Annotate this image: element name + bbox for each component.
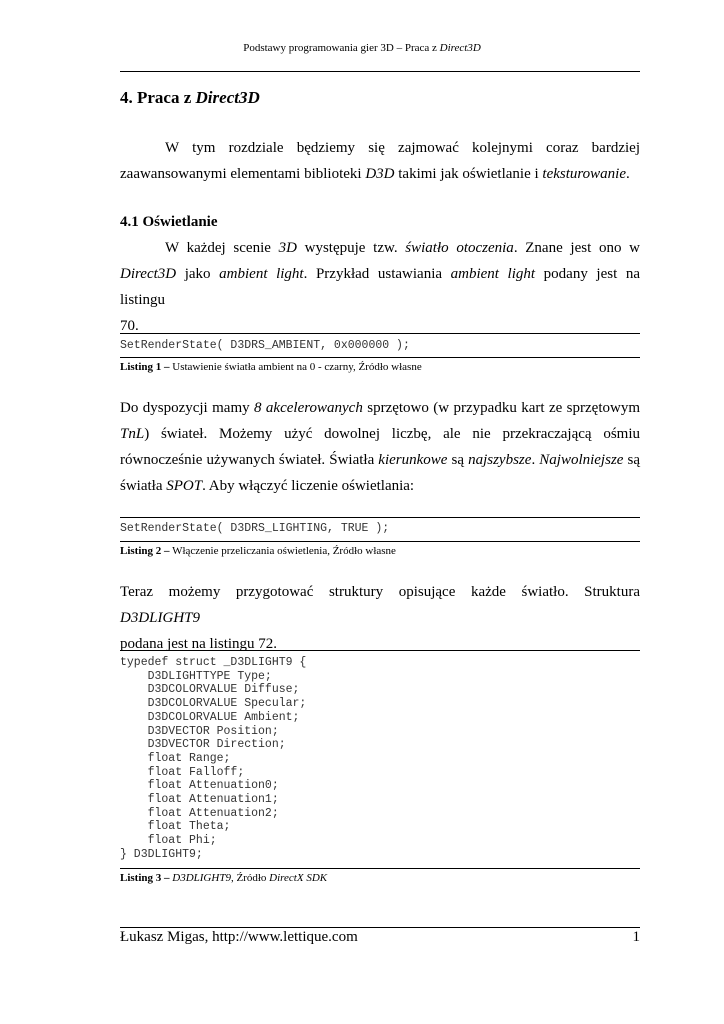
footer-author: Łukasz Migas, http://www.lettique.com: [120, 929, 358, 945]
listing3-caption-source: , Źródło: [230, 872, 270, 884]
intro-text-b: D3D: [365, 166, 395, 182]
listing2-top-rule: [120, 517, 640, 518]
p2-n: SPOT: [166, 478, 203, 494]
p2-f: równocześnie używanych świateł. Światła: [120, 452, 379, 468]
intro-line-2: [120, 161, 640, 187]
footer-rule: [120, 927, 640, 928]
p2-e: ) świateł. Możemy użyć dowolnej liczbę, ale nie przekraczającą ośmiu: [144, 426, 640, 442]
p1-d: światło otoczenia: [405, 240, 514, 256]
p2-g: kierunkowe: [378, 452, 448, 468]
intro-line-1: W tym rozdziale będziemy się zajmować kolejnymi coraz bardziej: [165, 140, 640, 156]
listing3-top-rule: [120, 650, 640, 651]
para-lighting: [120, 235, 640, 339]
listing2-caption: [120, 545, 396, 557]
section-title: [120, 88, 260, 108]
listing2-code: SetRenderState( D3DRS_LIGHTING, TRUE );: [120, 522, 390, 535]
section-title-number: 4. Praca z: [120, 88, 196, 107]
p2-m: światła: [120, 478, 167, 494]
listing3-caption-struct: D3DLIGHT9: [169, 872, 231, 884]
intro-text-a: zaawansowanymi elementami biblioteki: [120, 166, 366, 182]
listing1-label: Listing 1 –: [120, 361, 170, 373]
p1-b: 3D: [278, 240, 297, 256]
p2-k: Najwolniejsze: [539, 452, 624, 468]
header-rule: [120, 71, 640, 72]
p1-j: ambient light: [450, 266, 536, 282]
p2-l: są: [623, 452, 641, 468]
p1-l: 70.: [120, 318, 139, 334]
subsection-title: 4.1 Oświetlanie: [120, 214, 218, 230]
p1-h: ambient light: [219, 266, 304, 282]
p1-g: jako: [176, 266, 220, 282]
p2-j: .: [531, 452, 540, 468]
p2-h: są: [447, 452, 469, 468]
listing3-caption-sdk: DirectX SDK: [269, 872, 328, 884]
listing1-code: SetRenderState( D3DRS_AMBIENT, 0x000000 );: [120, 339, 410, 352]
listing1-top-rule: [120, 333, 640, 334]
para-lights: [120, 395, 640, 499]
listing3-code: typedef struct _D3DLIGHT9 { D3DLIGHTTYPE Type; D3DCOLORVALUE Diffuse; D3DCOLORVALUE Specular; D3DCOLORVALUE Ambient; D3DVECTOR Position; D3DVECTOR Direction; float Range; float Falloff; float Attenuation0; float Attenuation1; float Attenuation2; float Theta; float Phi; } D3DLIGHT9;: [120, 656, 307, 861]
intro-text-e: .: [626, 166, 630, 182]
listing3-caption: [120, 872, 327, 884]
running-header: [0, 42, 724, 54]
p1-e: . Znane jest ono w: [513, 240, 640, 256]
para-lights-line-4: [120, 473, 640, 499]
p1-f: Direct3D: [120, 266, 177, 282]
intro-text-c: takimi jak oświetlanie i: [394, 166, 543, 182]
para-lights-line-2: [120, 421, 640, 447]
p2-c: sprzętowo (w przypadku kart ze sprzętowym: [362, 400, 640, 416]
running-header-emphasis: Direct3D: [439, 42, 481, 54]
listing1-bottom-rule: [120, 357, 640, 358]
p2-d: TnL: [120, 426, 145, 442]
p1-a: W każdej scenie: [165, 240, 279, 256]
para-struct-line-1: [120, 579, 640, 631]
p3-b: D3DLIGHT9: [120, 610, 201, 626]
para-lighting-line-1: [120, 235, 640, 261]
running-header-text: Podstawy programowania gier 3D – Praca z: [243, 42, 440, 54]
para-lights-line-3: [120, 447, 640, 473]
listing3-bottom-rule: [120, 868, 640, 869]
page-number: 1: [632, 929, 640, 945]
p2-b: 8 akcelerowanych: [254, 400, 363, 416]
listing3-label: Listing 3 –: [120, 872, 170, 884]
p1-i: . Przykład ustawiania: [303, 266, 451, 282]
section-title-emphasis: Direct3D: [195, 88, 260, 107]
p3-a: Teraz możemy przygotować struktury opisujące każde światło. Struktura: [120, 584, 640, 600]
para-lights-line-1: [120, 395, 640, 421]
intro-paragraph: [120, 135, 640, 187]
para-lighting-line-2: [120, 261, 640, 313]
p2-i: najszybsze: [468, 452, 532, 468]
p2-o: . Aby włączyć liczenie oświetlania:: [202, 478, 415, 494]
p2-a: Do dyspozycji mamy: [120, 400, 255, 416]
page-footer: [120, 929, 640, 946]
p1-k: podany jest na listingu: [120, 266, 641, 308]
listing1-caption: [120, 361, 422, 373]
p1-c: występuje tzw.: [296, 240, 406, 256]
intro-text-d: teksturowanie: [542, 166, 627, 182]
listing1-caption-text: Ustawienie światła ambient na 0 - czarny, Źródło własne: [169, 361, 422, 373]
listing2-bottom-rule: [120, 541, 640, 542]
p3-c: podana jest na listingu 72.: [120, 636, 278, 652]
listing2-caption-text: Włączenie przeliczania oświetlenia, Źródło własne: [169, 545, 396, 557]
para-struct: [120, 579, 640, 657]
listing2-label: Listing 2 –: [120, 545, 170, 557]
